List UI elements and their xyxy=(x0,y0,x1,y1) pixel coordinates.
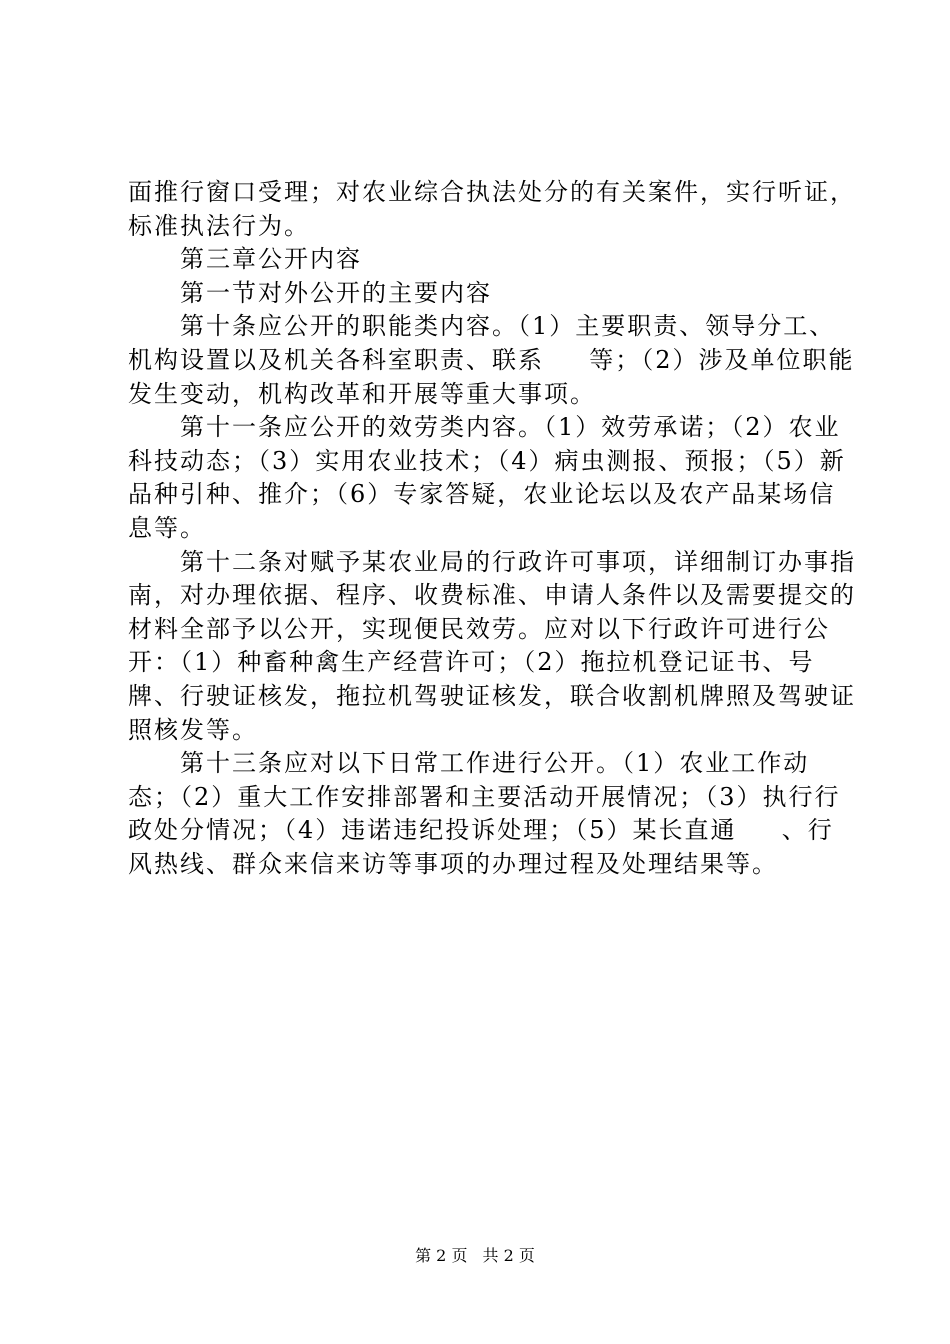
article-11-paragraph: 第十一条应公开的效劳类内容。（1）效劳承诺；（2）农业科技动态；（3）实用农业技术；（4）病虫测报、预报；（5）新品种引种、推介；（6）专家答疑，农业论坛以及农产品某场信息等。 xyxy=(128,413,846,542)
article-13-paragraph: 第十三条应对以下日常工作进行公开。（1）农业工作动态；（2）重大工作安排部署和主要活动开展情况；（3）执行行政处分情况；（4）违诺违纪投诉处理；（5）某长直通 、行风热线、群众来信来访等事项的办理过程及处理结果等。 xyxy=(128,749,841,878)
document-body xyxy=(128,176,858,881)
section-heading: 第一节对外公开的主要内容 xyxy=(180,278,492,307)
page-footer xyxy=(0,1243,950,1266)
page-number: 第 2 页 xyxy=(415,1246,468,1265)
chapter-heading: 第三章公开内容 xyxy=(180,245,362,274)
page-total: 共 2 页 xyxy=(482,1246,535,1265)
article-12-paragraph: 第十二条对赋予某农业局的行政许可事项，详细制订办事指南，对办理依据、程序、收费标准、申请人条件以及需要提交的材料全部予以公开，实现便民效劳。应对以下行政许可进行公开：（1）种畜种禽生产经营许可；（2）拖拉机登记证书、号牌、行驶证核发，拖拉机驾驶证核发，联合收割机牌照及驾驶证照核发等。 xyxy=(128,547,856,744)
article-10-paragraph: 第十条应公开的职能类内容。（1）主要职责、领导分工、机构设置以及机关各科室职责、联系 等；（2）涉及单位职能发生变动，机构改革和开展等重大事项。 xyxy=(128,312,855,408)
paragraph-continuation: 面推行窗口受理；对农业综合执法处分的有关案件，实行听证，标准执法行为。 xyxy=(128,178,856,240)
